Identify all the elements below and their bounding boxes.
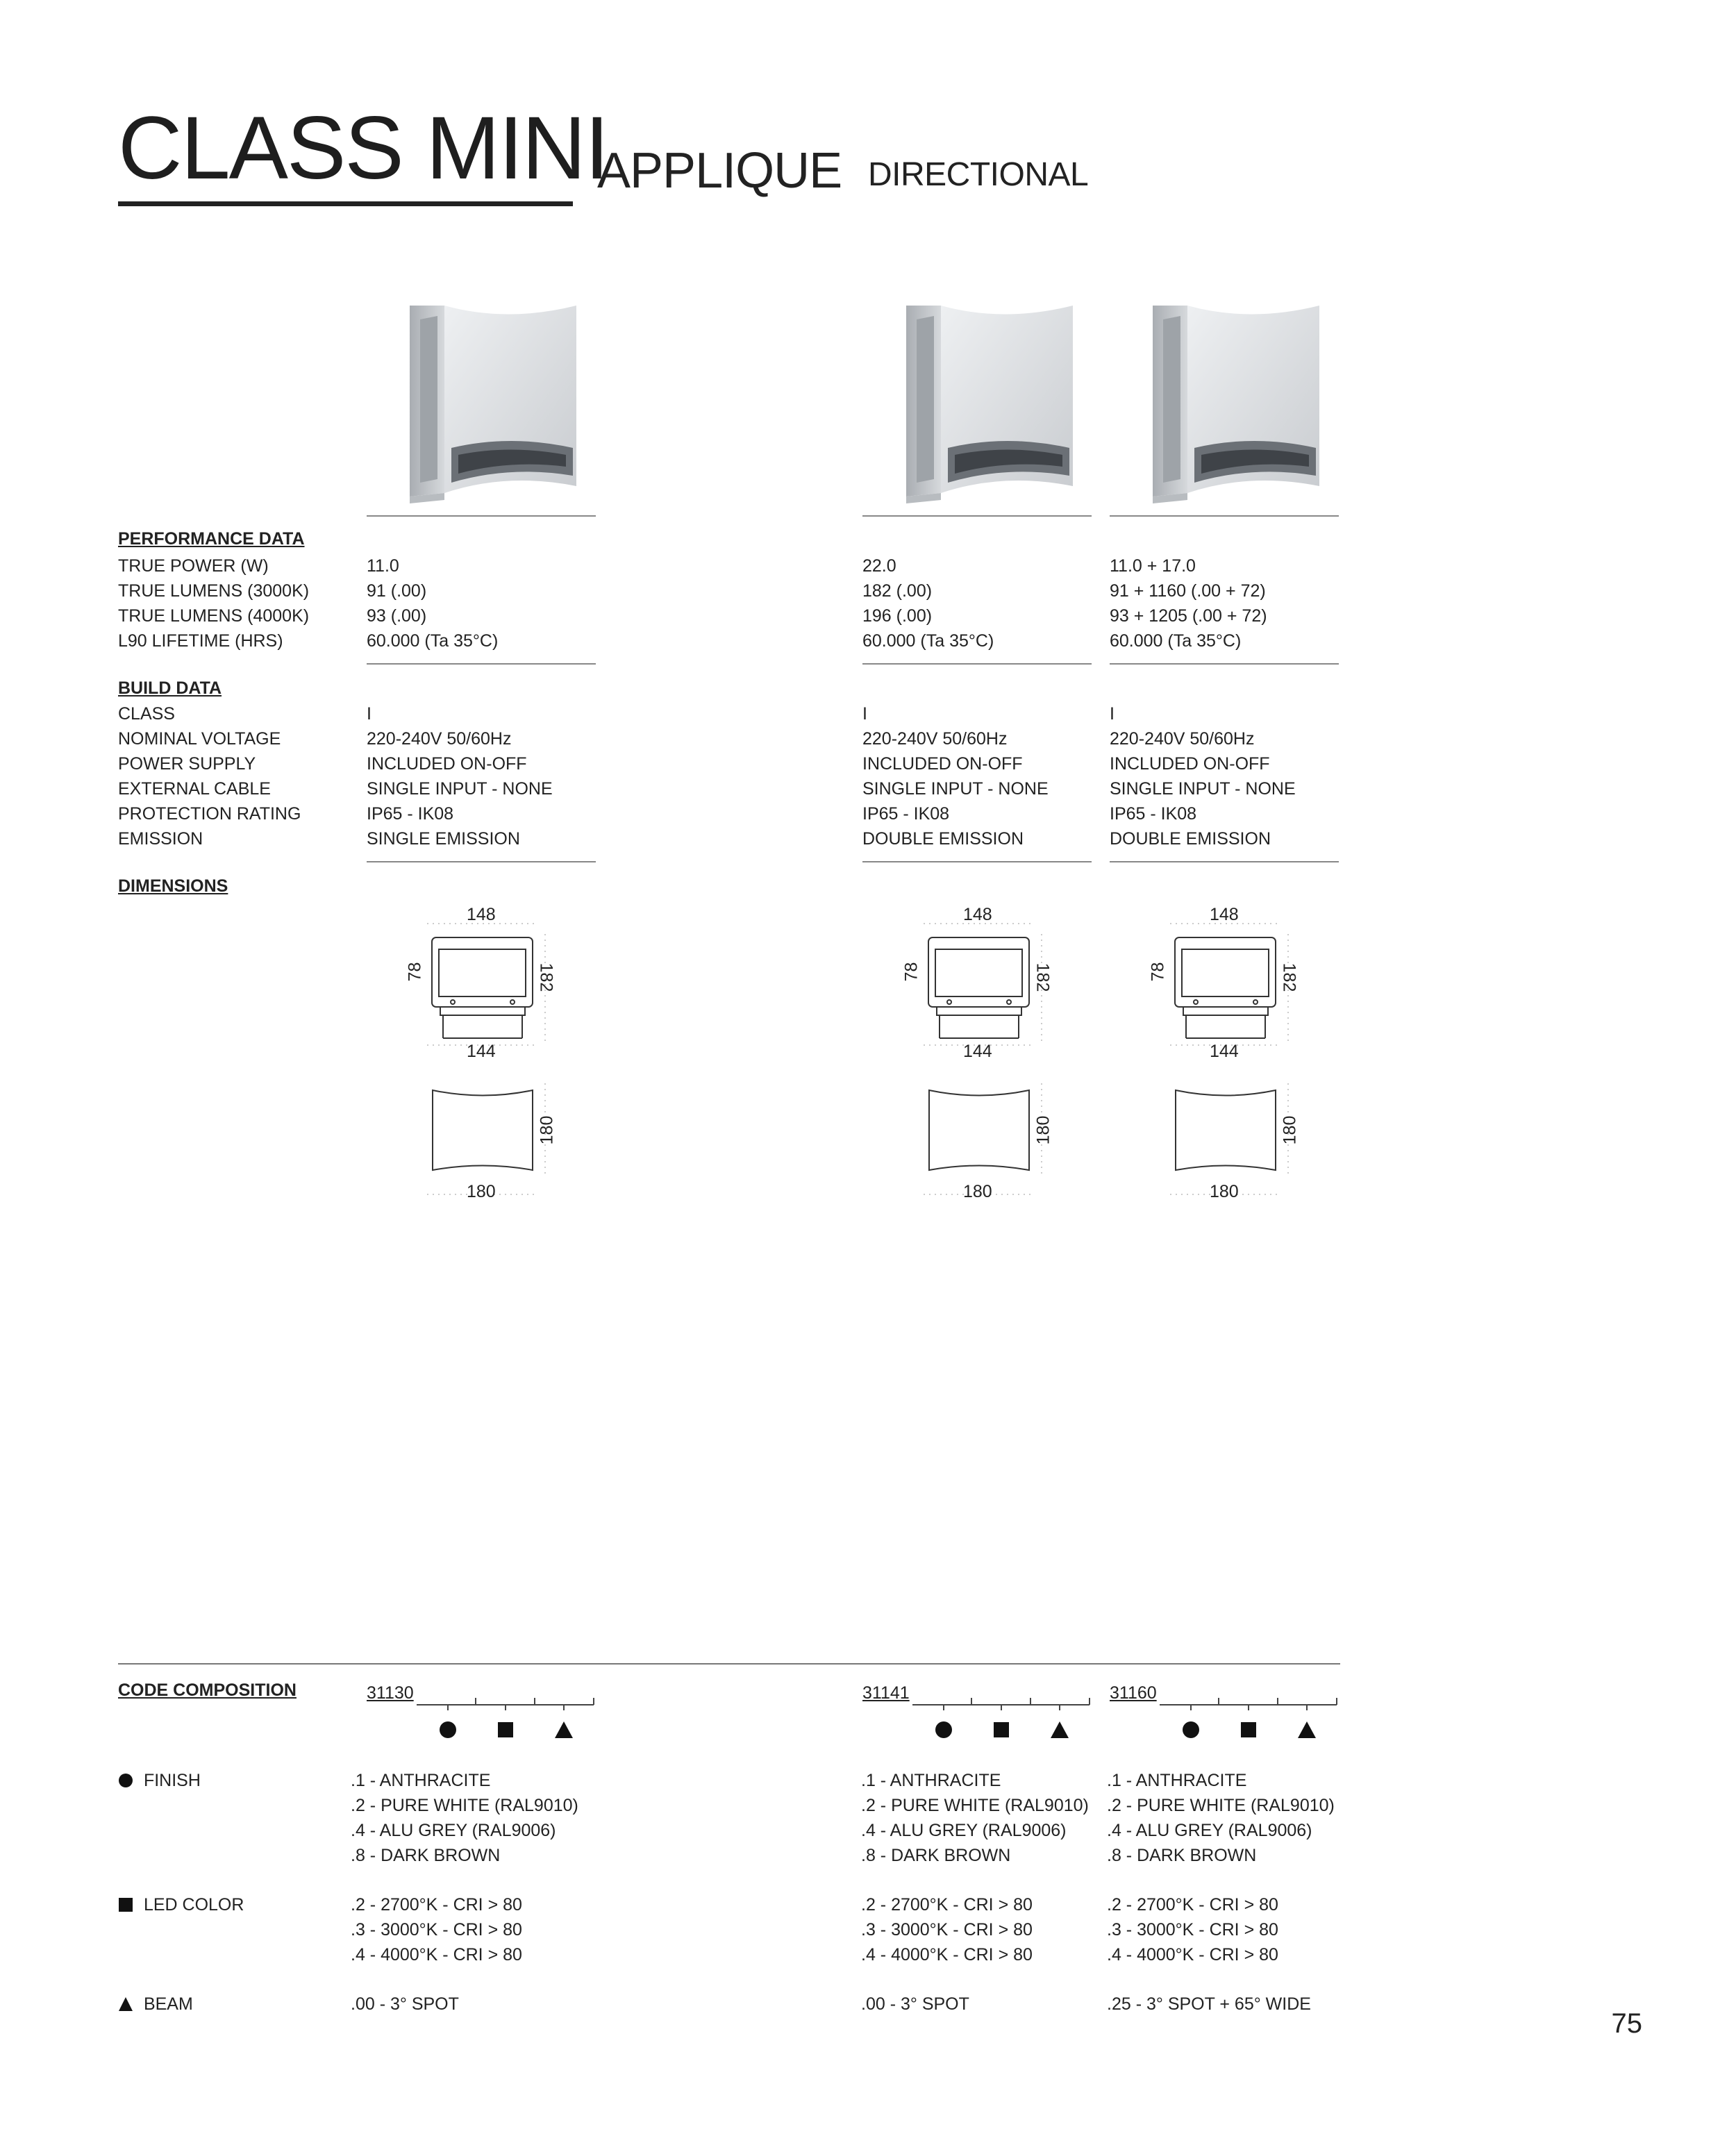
dim-width-top: 148 [1210, 905, 1239, 924]
value: IP65 - IK08 [862, 804, 950, 824]
value: INCLUDED ON-OFF [1110, 754, 1270, 774]
option: .4 - 4000°K - CRI > 80 [351, 1945, 522, 1965]
option: .2 - PURE WHITE (RAL9010) [861, 1796, 1089, 1815]
value: DOUBLE EMISSION [862, 829, 1024, 849]
dim-side-width: 180 [963, 1182, 992, 1201]
option: .8 - DARK BROWN [861, 1846, 1011, 1865]
label-l90-lifetime: L90 LIFETIME (HRS) [118, 631, 283, 651]
option: .8 - DARK BROWN [1107, 1846, 1257, 1865]
dim-width-bottom: 144 [1210, 1042, 1239, 1061]
value: 11.0 + 17.0 [1110, 556, 1196, 576]
divider [862, 515, 1092, 517]
build-data-header: BUILD DATA [118, 678, 222, 698]
dimension-drawing-31141 [885, 899, 1080, 1219]
triangle-icon [1298, 1721, 1316, 1738]
dim-height-left: 78 [1148, 962, 1168, 982]
performance-col-31130 [367, 553, 498, 653]
label-external-cable: EXTERNAL CABLE [118, 779, 271, 799]
beam-31130: .00 - 3° SPOT [351, 1994, 459, 2014]
value: 220-240V 50/60Hz [1110, 729, 1255, 749]
option: .3 - 3000°K - CRI > 80 [861, 1920, 1033, 1940]
code-breakdown-31141 [912, 1698, 1100, 1746]
led-col-31141 [861, 1892, 1033, 1967]
value: I [1110, 704, 1115, 724]
dim-side-height: 180 [1033, 1115, 1053, 1145]
value: IP65 - IK08 [1110, 804, 1197, 824]
label-protection-rating: PROTECTION RATING [118, 804, 301, 824]
code-breakdown-31160 [1160, 1698, 1347, 1746]
code-section-divider [118, 1663, 1340, 1665]
led-col-31130 [351, 1892, 522, 1967]
dim-width-bottom: 144 [963, 1042, 992, 1061]
circle-icon [935, 1721, 952, 1738]
option: .2 - 2700°K - CRI > 80 [351, 1895, 522, 1915]
option: .4 - 4000°K - CRI > 80 [861, 1945, 1033, 1965]
value: INCLUDED ON-OFF [862, 754, 1023, 774]
value: INCLUDED ON-OFF [367, 754, 527, 774]
dimension-drawing-31160 [1132, 899, 1326, 1219]
dim-side-height: 180 [537, 1115, 557, 1145]
divider [367, 663, 596, 665]
triangle-icon [555, 1721, 573, 1738]
label-true-power: TRUE POWER (W) [118, 556, 269, 576]
code-composition-header: CODE COMPOSITION [118, 1680, 297, 1700]
option: .8 - DARK BROWN [351, 1846, 501, 1865]
option: .1 - ANTHRACITE [861, 1771, 1001, 1790]
product-image-31130 [368, 292, 597, 521]
dimensions-header: DIMENSIONS [118, 876, 228, 896]
dim-height-left: 78 [901, 962, 921, 982]
dim-height-right: 182 [1033, 962, 1053, 992]
label-true-lumens-4000k: TRUE LUMENS (4000K) [118, 606, 310, 626]
dim-width-top: 148 [467, 905, 496, 924]
led-color-label-row [118, 1892, 244, 1917]
label-nominal-voltage: NOMINAL VOLTAGE [118, 729, 281, 749]
circle-icon [118, 1773, 133, 1788]
finish-label: FINISH [143, 1771, 201, 1790]
finish-label-row [118, 1768, 201, 1793]
product-image-31160 [1111, 292, 1340, 521]
label-power-supply: POWER SUPPLY [118, 754, 256, 774]
product-code-31160: 31160 [1110, 1683, 1157, 1703]
triangle-icon [1051, 1721, 1069, 1738]
square-icon [1241, 1722, 1256, 1737]
option: .1 - ANTHRACITE [1107, 1771, 1247, 1790]
dim-side-height: 180 [1280, 1115, 1300, 1145]
product-image-31141 [865, 292, 1094, 521]
value: 93 (.00) [367, 606, 427, 626]
square-icon [118, 1897, 133, 1912]
finish-col-31160 [1107, 1768, 1335, 1868]
product-code-31141: 31141 [862, 1683, 910, 1703]
value: IP65 - IK08 [367, 804, 454, 824]
performance-data-header: PERFORMANCE DATA [118, 529, 305, 549]
option: .4 - ALU GREY (RAL9006) [351, 1821, 556, 1840]
performance-col-31141 [862, 553, 994, 653]
circle-icon [1183, 1721, 1199, 1738]
value: 22.0 [862, 556, 896, 576]
value: 60.000 (Ta 35°C) [367, 631, 499, 651]
value: 60.000 (Ta 35°C) [1110, 631, 1242, 651]
dim-side-width: 180 [467, 1182, 496, 1201]
value: DOUBLE EMISSION [1110, 829, 1271, 849]
led-color-label: LED COLOR [143, 1895, 244, 1915]
option: .2 - 2700°K - CRI > 80 [1107, 1895, 1278, 1915]
square-icon [498, 1722, 513, 1737]
label-class: CLASS [118, 704, 175, 724]
value: 91 + 1160 (.00 + 72) [1110, 581, 1266, 601]
value: 220-240V 50/60Hz [367, 729, 512, 749]
value: 182 (.00) [862, 581, 933, 601]
beam-label-row [118, 1992, 193, 2017]
build-labels [118, 701, 301, 851]
value: SINGLE INPUT - NONE [367, 779, 553, 799]
dim-width-top: 148 [963, 905, 992, 924]
value: 196 (.00) [862, 606, 933, 626]
divider [862, 861, 1092, 862]
circle-icon [440, 1721, 456, 1738]
dim-side-width: 180 [1210, 1182, 1239, 1201]
divider [367, 861, 596, 862]
divider [1110, 663, 1339, 665]
option: .2 - PURE WHITE (RAL9010) [351, 1796, 578, 1815]
finish-col-31141 [861, 1768, 1089, 1868]
square-icon [994, 1722, 1009, 1737]
label-emission: EMISSION [118, 829, 203, 849]
dim-height-right: 182 [1279, 962, 1299, 992]
option: .4 - ALU GREY (RAL9006) [1107, 1821, 1312, 1840]
divider [862, 663, 1092, 665]
build-col-31141 [862, 701, 1049, 851]
option: .4 - ALU GREY (RAL9006) [861, 1821, 1067, 1840]
value: SINGLE INPUT - NONE [1110, 779, 1296, 799]
divider [367, 515, 596, 517]
label-true-lumens-3000k: TRUE LUMENS (3000K) [118, 581, 310, 601]
value: SINGLE EMISSION [367, 829, 520, 849]
option: .1 - ANTHRACITE [351, 1771, 491, 1790]
triangle-icon [118, 1996, 133, 2012]
performance-col-31160 [1110, 553, 1267, 653]
led-col-31160 [1107, 1892, 1278, 1967]
value: 220-240V 50/60Hz [862, 729, 1008, 749]
value: 91 (.00) [367, 581, 427, 601]
product-code-31130: 31130 [367, 1683, 414, 1703]
dimension-drawing-31130 [389, 899, 583, 1219]
beam-31160: .25 - 3° SPOT + 65° WIDE [1107, 1994, 1311, 2014]
beam-31141: .00 - 3° SPOT [861, 1994, 969, 2014]
title-underline [118, 201, 573, 206]
value: 60.000 (Ta 35°C) [862, 631, 994, 651]
option: .2 - PURE WHITE (RAL9010) [1107, 1796, 1335, 1815]
performance-labels [118, 553, 309, 653]
value: 11.0 [367, 556, 399, 576]
dim-width-bottom: 144 [467, 1042, 496, 1061]
dim-height-left: 78 [405, 962, 425, 982]
page-subtitle-2: DIRECTIONAL [868, 156, 1089, 193]
divider [1110, 515, 1339, 517]
page-title: CLASS MINI [118, 99, 608, 198]
beam-label: BEAM [143, 1994, 193, 2014]
value: SINGLE INPUT - NONE [862, 779, 1049, 799]
code-breakdown-31130 [417, 1698, 604, 1746]
value: I [862, 704, 867, 724]
dim-height-right: 182 [536, 962, 556, 992]
option: .4 - 4000°K - CRI > 80 [1107, 1945, 1278, 1965]
page-number: 75 [1611, 2008, 1642, 2039]
page-subtitle: APPLIQUE [597, 143, 842, 199]
build-col-31160 [1110, 701, 1296, 851]
option: .3 - 3000°K - CRI > 80 [351, 1920, 522, 1940]
divider [1110, 861, 1339, 862]
value: 93 + 1205 (.00 + 72) [1110, 606, 1267, 626]
finish-col-31130 [351, 1768, 578, 1868]
value: I [367, 704, 372, 724]
option: .2 - 2700°K - CRI > 80 [861, 1895, 1033, 1915]
option: .3 - 3000°K - CRI > 80 [1107, 1920, 1278, 1940]
build-col-31130 [367, 701, 553, 851]
